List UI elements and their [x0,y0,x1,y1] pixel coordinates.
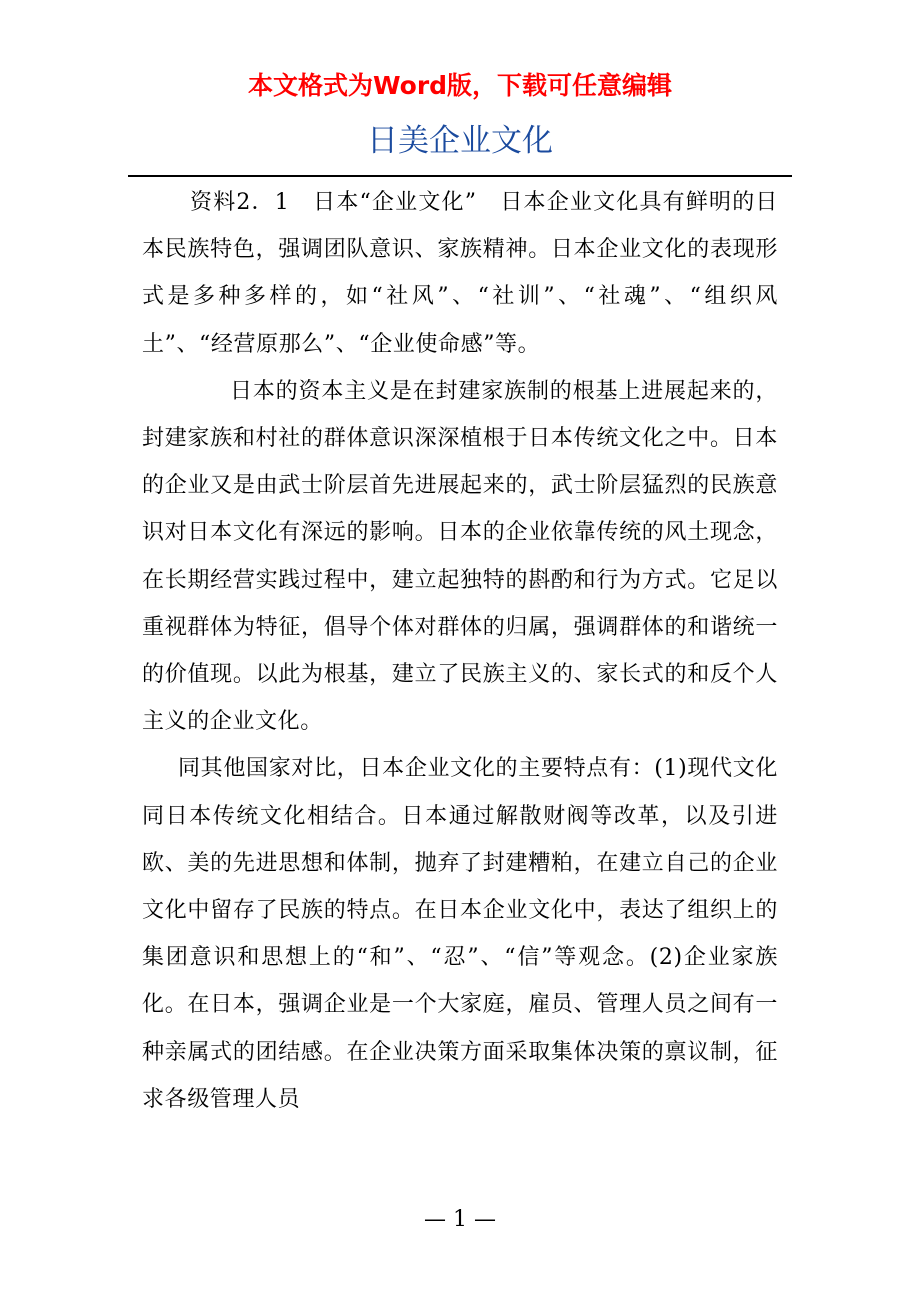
page-number: — 1 — [424,1207,496,1232]
paragraph-features: 同其他国家对比，日本企业文化的主要特点有：(1)现代文化同日本传统文化相结合。日本通过解散财阀等改革，以及引进欧、美的先进思想和体制，抛弃了封建糟粕，在建立自己的企业文化中留存了民族的特点。在日本企业文化中，表达了组织上的集团意识和思想上的“和”、“忍”、“信”等观念。(2)企业家族化。在日本，强调企业是一个大家庭，雇员、管理人员之间有一种亲属式的团结感。在企业决策方面采取集体决策的禀议制，征求各级管理人员 [142,756,778,1112]
title-divider [128,175,792,177]
download-notice-banner: 本文格式为Word版，下载可任意编辑 [247,71,673,100]
paragraph-history: 日本的资本主义是在封建家族制的根基上进展起来的，封建家族和村社的群体意识深深植根于日本传统文化之中。日本的企业又是由武士阶层首先进展起来的，武士阶层猛烈的民族意识对日本文化有深远的影响。日本的企业依靠传统的风土现念，在长期经营实践过程中，建立起独特的斟酌和行为方式。它足以重视群体为特征，倡导个体对群体的归属，强调群体的和谐统一的价值现。以此为根基，建立了民族主义的、家长式的和反个人主义的企业文化。 [142,378,778,735]
document-body [142,179,778,1123]
paragraph-intro: 资料2．1 日本“企业文化” 日本企业文化具有鲜明的日本民族特色，强调团队意识、家族精神。日本企业文化的表现形式是多种多样的，如“社风”、“社训”、“社魂”、“组织风土”、“经营原那么”、“企业使命感”等。 [142,190,778,357]
page-title: 日美企业文化 [367,123,553,159]
